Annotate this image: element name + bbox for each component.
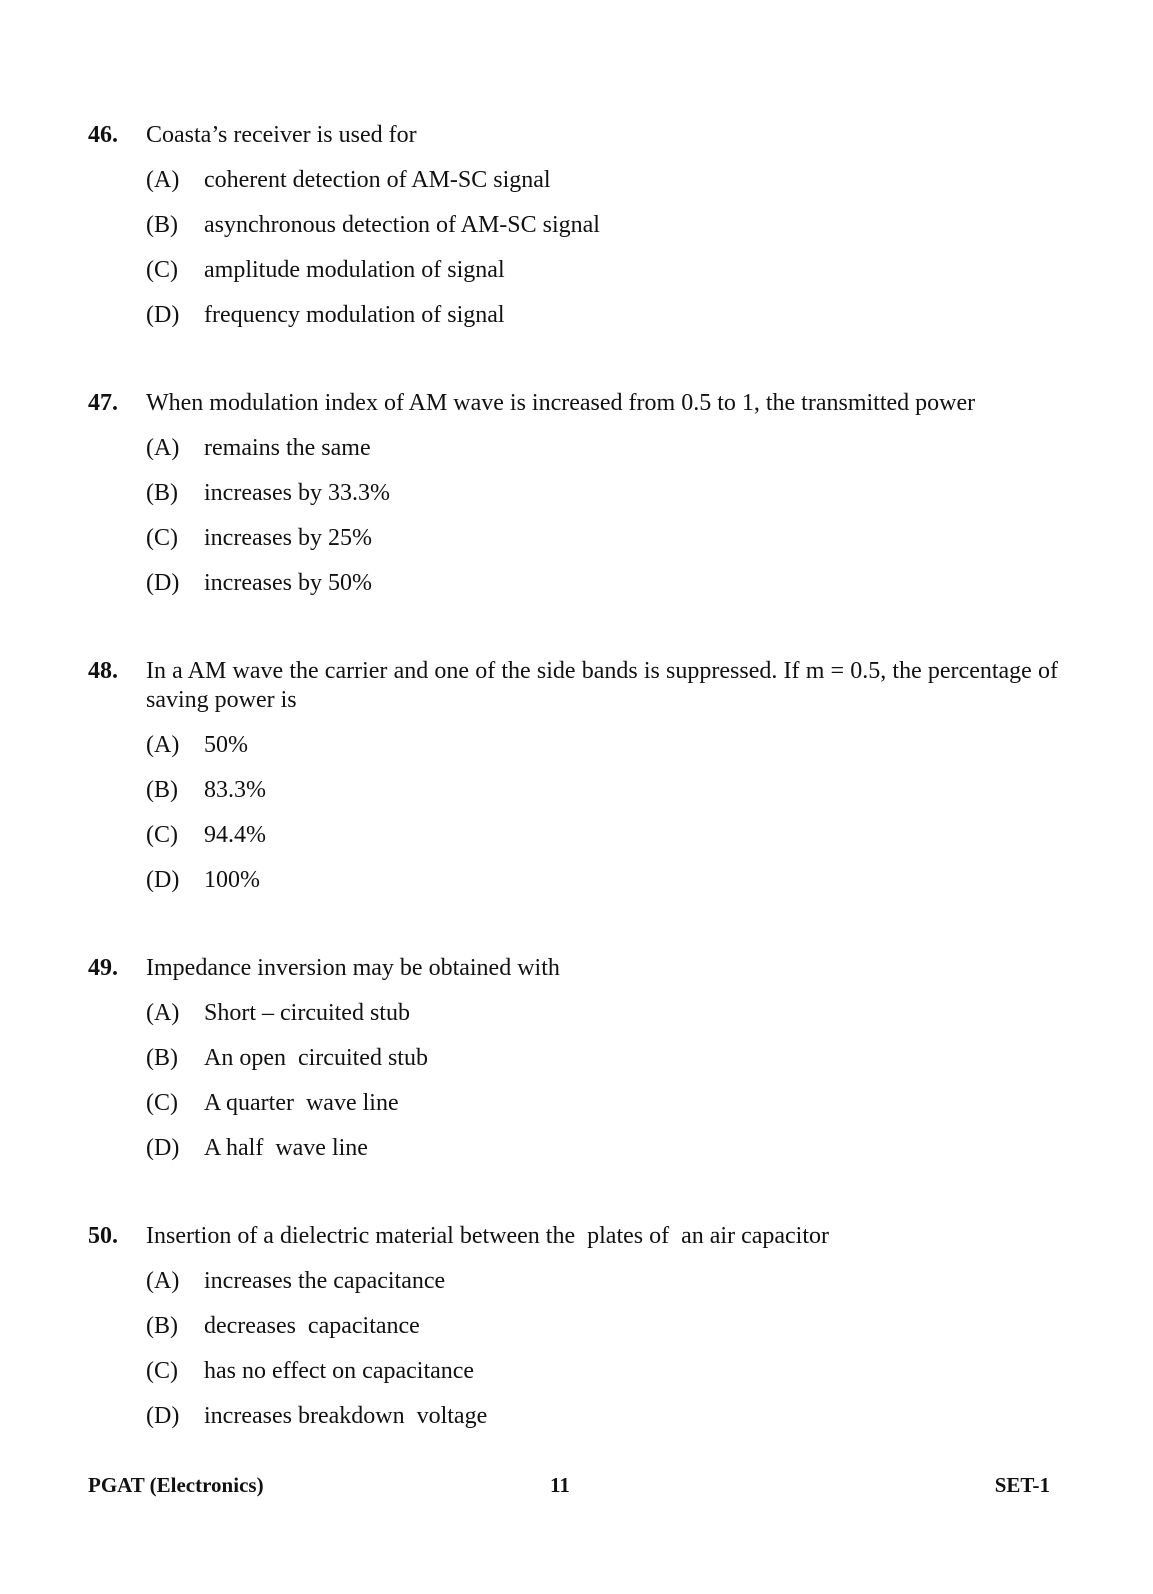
question-49 [88, 954, 1058, 1163]
question-48 [88, 657, 1058, 895]
option-text: increases by 33.3% [204, 480, 390, 506]
option-text: increases by 25% [204, 525, 372, 551]
option-b[interactable] [146, 479, 1058, 508]
footer-exam-name: PGAT (Electronics) [88, 1473, 264, 1497]
option-a[interactable] [146, 999, 1058, 1028]
option-text: increases breakdown voltage [204, 1403, 488, 1429]
question-number: 49. [88, 955, 118, 981]
option-label: (D) [146, 570, 180, 596]
question-header [88, 954, 1058, 983]
option-c[interactable] [146, 821, 1058, 850]
question-text: Coasta’s receiver is used for [146, 122, 417, 148]
option-text: decreases capacitance [204, 1313, 420, 1339]
option-label: (D) [146, 1135, 180, 1161]
option-text: increases the capacitance [204, 1268, 446, 1294]
option-label: (B) [146, 777, 178, 803]
option-label: (C) [146, 525, 178, 551]
option-b[interactable] [146, 776, 1058, 805]
question-text: When modulation index of AM wave is increased from 0.5 to 1, the transmitted power [146, 390, 976, 416]
option-text: asynchronous detection of AM-SC signal [204, 212, 600, 238]
footer-page-number: 11 [550, 1473, 570, 1497]
option-a[interactable] [146, 434, 1058, 463]
option-text: Short – circuited stub [204, 1000, 410, 1026]
question-50 [88, 1222, 1058, 1431]
question-number: 50. [88, 1223, 118, 1249]
question-text: In a AM wave the carrier and one of the side bands is suppressed. If m = 0.5, the percentage of saving power is [146, 658, 1058, 713]
option-label: (D) [146, 1403, 180, 1429]
option-label: (A) [146, 1268, 180, 1294]
option-text: frequency modulation of signal [204, 302, 505, 328]
option-a[interactable] [146, 166, 1058, 195]
option-label: (A) [146, 1000, 180, 1026]
option-label: (D) [146, 302, 180, 328]
option-list [146, 166, 1058, 330]
question-text: Impedance inversion may be obtained with [146, 955, 560, 981]
option-label: (B) [146, 1045, 178, 1071]
option-c[interactable] [146, 1357, 1058, 1386]
option-text: An open circuited stub [204, 1045, 428, 1071]
option-text: coherent detection of AM-SC signal [204, 167, 551, 193]
question-header [88, 657, 1058, 715]
option-b[interactable] [146, 1312, 1058, 1341]
option-text: 50% [204, 732, 248, 758]
option-text: amplitude modulation of signal [204, 257, 505, 283]
option-label: (A) [146, 167, 180, 193]
question-header [88, 121, 1058, 150]
option-label: (B) [146, 212, 178, 238]
footer-set-id: SET-1 [994, 1473, 1050, 1497]
option-label: (C) [146, 1090, 178, 1116]
option-text: 94.4% [204, 822, 266, 848]
option-text: has no effect on capacitance [204, 1358, 475, 1384]
question-46 [88, 121, 1058, 330]
question-number: 48. [88, 658, 118, 684]
option-d[interactable] [146, 301, 1058, 330]
option-text: A quarter wave line [204, 1090, 399, 1116]
option-a[interactable] [146, 731, 1058, 760]
question-number: 47. [88, 390, 118, 416]
option-label: (C) [146, 257, 178, 283]
option-d[interactable] [146, 1402, 1058, 1431]
option-text: A half wave line [204, 1135, 368, 1161]
option-label: (D) [146, 867, 180, 893]
option-a[interactable] [146, 1267, 1058, 1296]
option-list [146, 1267, 1058, 1431]
option-b[interactable] [146, 1044, 1058, 1073]
question-header [88, 389, 1058, 418]
option-label: (C) [146, 1358, 178, 1384]
option-label: (C) [146, 822, 178, 848]
option-d[interactable] [146, 569, 1058, 598]
question-header [88, 1222, 1058, 1251]
question-47 [88, 389, 1058, 598]
option-text: 100% [204, 867, 260, 893]
option-label: (A) [146, 435, 180, 461]
option-text: increases by 50% [204, 570, 372, 596]
option-c[interactable] [146, 1089, 1058, 1118]
option-c[interactable] [146, 256, 1058, 285]
option-d[interactable] [146, 866, 1058, 895]
option-b[interactable] [146, 211, 1058, 240]
option-list [146, 999, 1058, 1163]
question-number: 46. [88, 122, 118, 148]
option-text: remains the same [204, 435, 371, 461]
option-label: (B) [146, 1313, 178, 1339]
option-text: 83.3% [204, 777, 266, 803]
option-d[interactable] [146, 1134, 1058, 1163]
option-label: (A) [146, 732, 180, 758]
question-text: Insertion of a dielectric material between the plates of an air capacitor [146, 1223, 830, 1249]
option-list [146, 731, 1058, 895]
option-list [146, 434, 1058, 598]
option-c[interactable] [146, 524, 1058, 553]
option-label: (B) [146, 480, 178, 506]
